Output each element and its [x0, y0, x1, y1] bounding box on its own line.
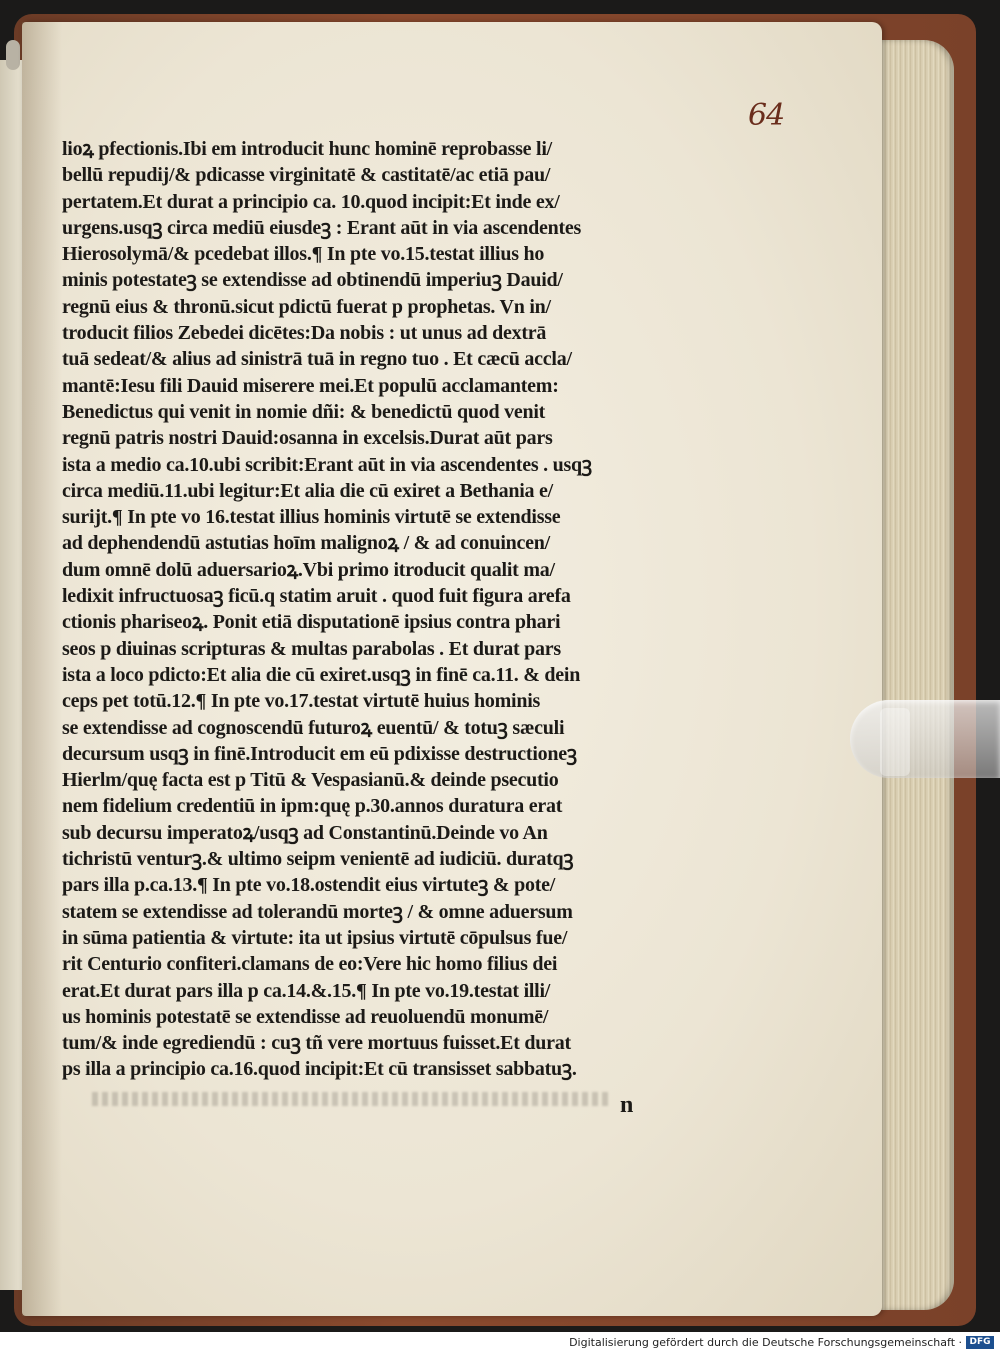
text-line: circa mediū.11.ubi legitur:Et alia die cū exiret a Bethania e/ [62, 479, 553, 502]
text-line: regnū patris nostri Dauid:osanna in excelsis.Durat aūt pars [62, 427, 553, 450]
text-line: bellū repudij/& pdicasse virginitatē & castitatē/ac etiā pau/ [62, 164, 551, 187]
text-line: ad dephendendū astutias hoīm malignoꝝ / & ad conuincen/ [62, 532, 550, 555]
text-line: ps illa a principio ca.16.quod incipit:Et cū transisset sabbatuꝫ. [62, 1058, 577, 1081]
text-line: minis potestateꝫ se extendisse ad obtinendū imperiuꝫ Dauid/ [62, 269, 563, 292]
text-line: Benedictus qui venit in nomie dñi: & benedictū quod venit [62, 400, 546, 423]
text-line: ctionis phariseoꝝ. Ponit etiā disputationē ipsius contra phari [62, 611, 561, 634]
text-line: Hierosolymā/& pcedebat illos.¶ In pte vo.15.testat illius ho [62, 243, 545, 266]
show-through-line [92, 1092, 612, 1106]
text-line: surijt.¶ In pte vo 16.testat illius hominis virtutē se extendisse [62, 506, 561, 529]
page-gutter [22, 22, 62, 1316]
text-line: nem fidelium credentiū in ipm:quę p.30.annos duratura erat [62, 795, 563, 818]
text-line: tum/& inde egrediendū : cuꝫ tñ vere mortuus fuisset.Et durat [62, 1032, 571, 1055]
text-line: urgens.usqꝫ circa mediū eiusdeꝫ : Erant aūt in via ascendentes [62, 216, 582, 239]
text-line: statem se extendisse ad tolerandū morteꝫ / & omne aduersum [62, 900, 573, 923]
text-line: troducit filios Zebedei dicētes:Da nobis : ut unus ad dextrā [62, 322, 547, 345]
page-clip [850, 700, 1000, 778]
footer-credit: Digitalisierung gefördert durch die Deutsche Forschungsgemeinschaft · [569, 1336, 962, 1349]
text-line: us hominis potestatē se extendisse ad reuoluendū monumē/ [62, 1005, 549, 1028]
text-line: pertatem.Et durat a principio ca. 10.quod incipit:Et inde ex/ [62, 190, 560, 213]
text-line: ceps pet totū.12.¶ In pte vo.17.testat virtutē huius hominis [62, 690, 541, 713]
text-line: tichristū venturꝫ.& ultimo seipm venientē ad iudiciū. duratqꝫ [62, 848, 574, 871]
text-line: lioꝝ pfectionis.Ibi em introducit hunc hominē reprobasse li/ [62, 138, 552, 160]
text-line: seos p diuinas scripturas & multas parabolas . Et durat pars [62, 637, 561, 660]
text-line: erat.Et durat pars illa p ca.14.&.15.¶ In pte vo.19.testat illi/ [62, 979, 551, 1002]
text-line: sub decursu imperatoꝝ/usqꝫ ad Constantinū.Deinde vo An [62, 821, 548, 844]
text-line: rit Centurio confiteri.clamans de eo:Vere hic homo filius dei [62, 953, 558, 976]
footer-bar [0, 1332, 1000, 1351]
facing-page-edge [0, 60, 24, 1290]
text-line: decursum usqꝫ in finē.Introducit em eū pdixisse destructioneꝫ [62, 742, 577, 765]
text-line: Hierlm/quę facta est p Titū & Vespasianū.& deinde psecutio [62, 769, 559, 792]
dfg-logo: DFG [966, 1336, 994, 1349]
text-line: regnū eius & thronū.sicut pdictū fuerat p prophetas. Vn in/ [62, 295, 551, 318]
text-line: tuā sedeat/& alius ad sinistrā tuā in regno tuo . Et cæcū accla/ [62, 348, 572, 371]
signature-mark: n [620, 1092, 634, 1118]
text-line: se extendisse ad cognoscendū futuroꝝ euentū/ & totuꝫ sæculi [62, 716, 565, 739]
text-block [62, 136, 722, 1083]
text-line: mantē:Iesu fili Dauid miserere mei.Et populū acclamantem: [62, 374, 559, 397]
text-line: ledixit infructuosaꝫ ficū.q statim aruit . quod fuit figura arefa [62, 585, 571, 608]
page-clip-tab [880, 708, 910, 776]
text-line: pars illa p.ca.13.¶ In pte vo.18.ostendit eius virtuteꝫ & pote/ [62, 874, 556, 897]
folio-number: 64 [748, 98, 785, 133]
text-line: dum omnē dolū aduersarioꝝ.Vbi primo itroducit qualit ma/ [62, 558, 555, 581]
text-line: ista a medio ca.10.ubi scribit:Erant aūt in via ascendentes . usqꝫ [62, 453, 592, 476]
ribbon-marker [6, 40, 20, 70]
text-line: ista a loco pdicto:Et alia die cū exiret.usqꝫ in finē ca.11. & dein [62, 663, 581, 686]
text-line: in sūma patientia & virtute: ita ut ipsius virtutē cōpulsus fue/ [62, 926, 568, 949]
